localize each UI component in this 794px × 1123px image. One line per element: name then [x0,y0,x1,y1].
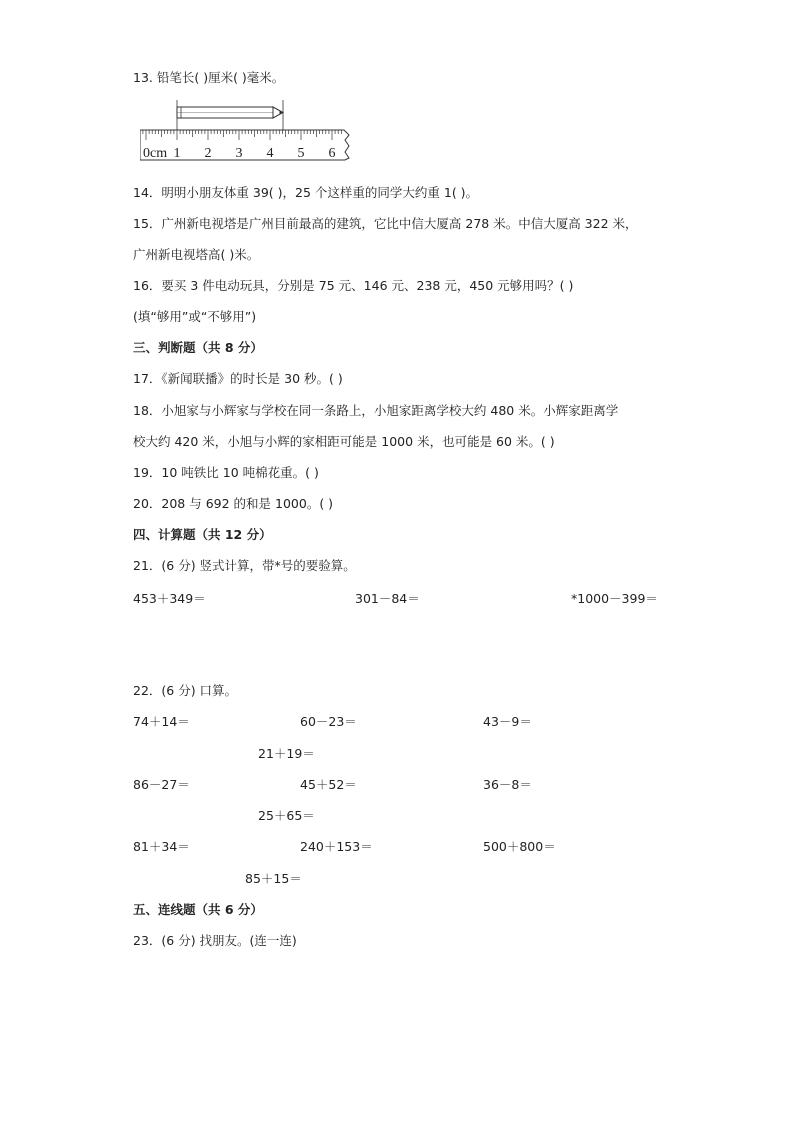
mental-calc-item: 21＋19＝ [258,746,315,761]
mental-calc-item: 81＋34＝ [133,839,190,854]
ruler-with-pencil-figure [140,100,352,162]
question-22: 22．(6 分) 口算。 [133,683,238,698]
question-15-line-1: 15．广州新电视塔是广州目前最高的建筑，它比中信大厦高 278 米。中信大厦高 322 米， [133,216,638,231]
question-21: 21．(6 分) 竖式计算，带*号的要验算。 [133,558,356,573]
mental-calc-item: 45＋52＝ [300,777,357,792]
question-13: 13. 铅笔长( )厘米( )毫米。 [133,70,285,85]
ruler-body [140,130,349,160]
question-15-line-2: 广州新电视塔高( )米。 [133,247,260,262]
ruler-label-4: 4 [266,146,274,161]
mental-calc-item: 74＋14＝ [133,714,190,729]
ruler-label-1: 1 [173,146,181,161]
mental-calc-item: 36－8＝ [483,777,532,792]
mental-calc-item: 240＋153＝ [300,839,373,854]
vertical-calc-item: *1000－399＝ [571,591,658,606]
section-5-heading: 五、连线题（共 6 分） [133,902,263,917]
question-14: 14．明明小朋友体重 39( )，25 个这样重的同学大约重 1( )。 [133,185,479,200]
ruler-label-6: 6 [328,146,336,161]
question-20: 20．208 与 692 的和是 1000。( ) [133,496,334,511]
ruler-label-5: 5 [297,146,305,161]
pencil-icon [177,100,283,130]
question-18-line-1: 18．小旭家与小辉家与学校在同一条路上，小旭家距离学校大约 480 米。小辉家距离学 [133,403,619,418]
section-3-heading: 三、判断题（共 8 分） [133,340,263,355]
mental-calc-item: 25＋65＝ [258,808,315,823]
question-23: 23．(6 分) 找朋友。(连一连) [133,933,297,948]
question-16-line-2: (填“够用”或“不够用”) [133,309,257,324]
mental-calc-item: 85＋15＝ [245,871,302,886]
question-17: 17．《新闻联播》的时长是 30 秒。( ) [133,371,343,386]
vertical-calc-item: 453＋349＝ [133,591,206,606]
ruler-label-2: 2 [204,146,212,161]
vertical-calc-item: 301－84＝ [355,591,420,606]
question-19: 19．10 吨铁比 10 吨棉花重。( ) [133,465,319,480]
section-4-heading: 四、计算题（共 12 分） [133,527,272,542]
ruler-label-3: 3 [235,146,243,161]
mental-calc-item: 43－9＝ [483,714,532,729]
mental-calc-item: 60－23＝ [300,714,357,729]
question-18-line-2: 校大约 420 米，小旭与小辉的家相距可能是 1000 米，也可能是 60 米。( ) [133,434,555,449]
mental-calc-item: 86－27＝ [133,777,190,792]
ruler-label-0: 0cm [143,146,168,161]
question-16-line-1: 16．要买 3 件电动玩具，分别是 75 元、146 元、238 元，450 元够用吗？( ) [133,278,574,293]
mental-calc-item: 500＋800＝ [483,839,556,854]
